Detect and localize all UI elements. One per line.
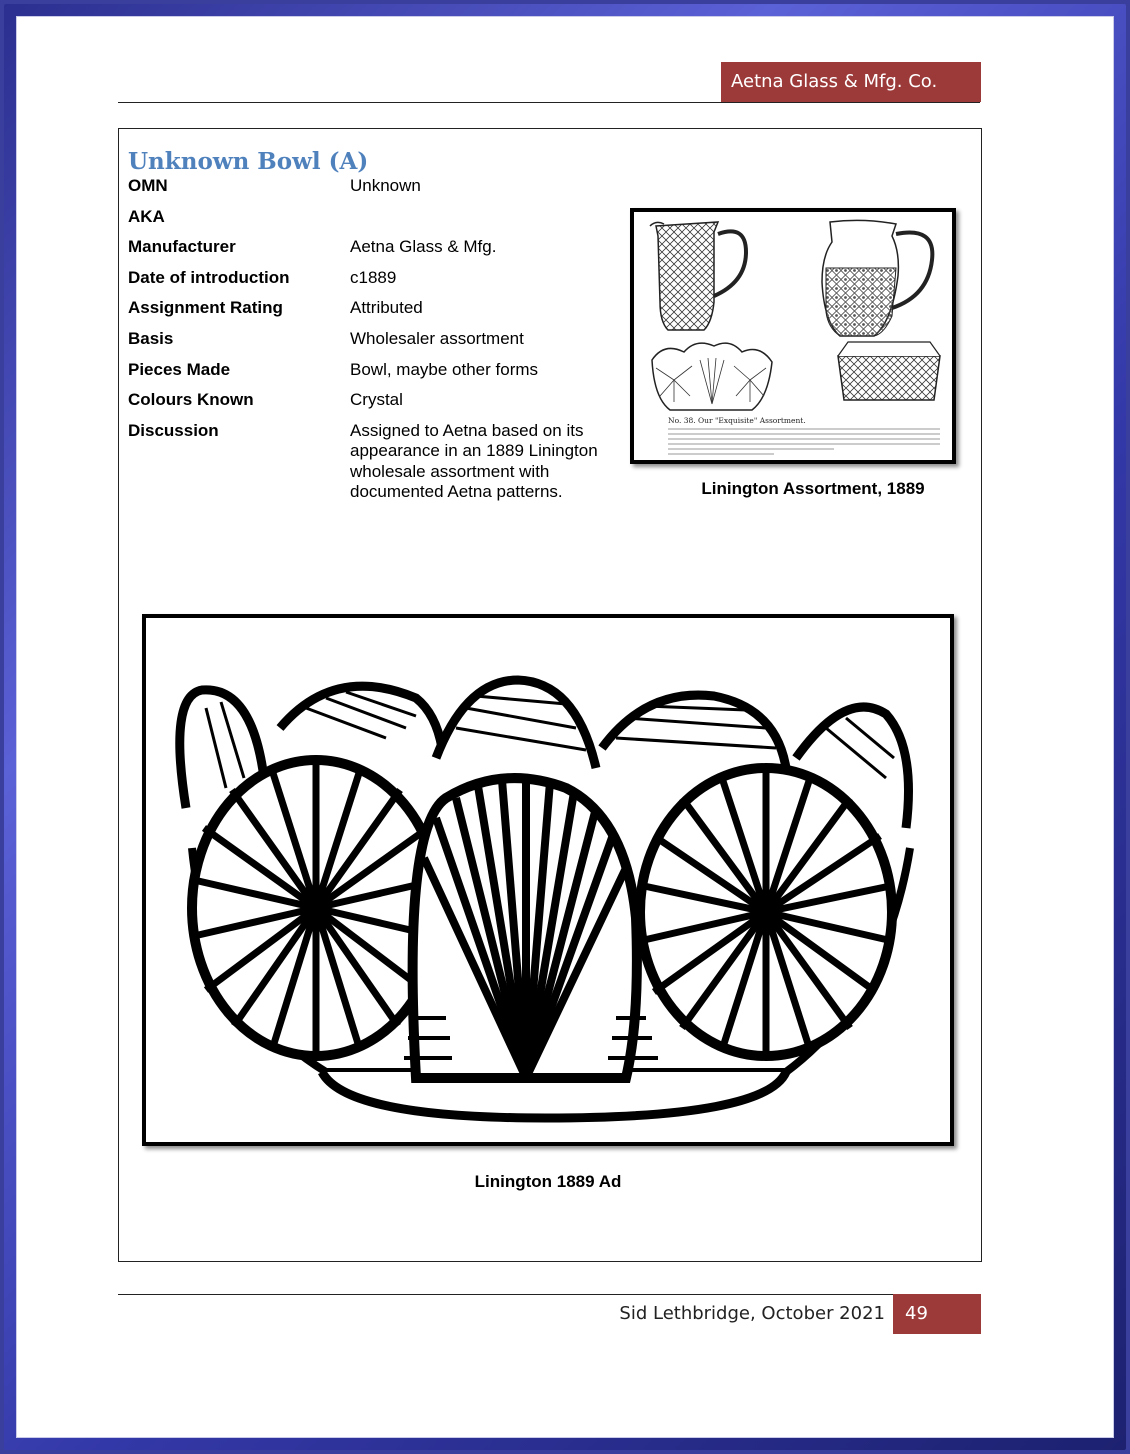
- field-row-date: [128, 268, 608, 299]
- assortment-caption: Linington Assortment, 1889: [701, 479, 925, 498]
- field-value: Attributed: [350, 298, 423, 318]
- header-rule: [118, 102, 980, 103]
- fan-wheel-left: [192, 760, 440, 1056]
- footer-author-date: Sid Lethbridge, October 2021: [619, 1303, 885, 1324]
- page-title: Unknown Bowl (A): [128, 148, 369, 175]
- header-company-tab: Aetna Glass & Mfg. Co.: [721, 62, 981, 102]
- field-value: Assigned to Aetna based on its appearance in an 1889 Linington wholesale assortment with documented Aetna patterns.: [350, 420, 598, 502]
- field-value: Crystal: [350, 390, 403, 410]
- field-row-omn: [128, 176, 608, 207]
- fan-wheel-right: [640, 768, 892, 1056]
- field-label: Pieces Made: [128, 359, 231, 379]
- field-label: Manufacturer: [128, 237, 236, 257]
- scallop-back-center: [436, 680, 596, 768]
- field-row-manufacturer: [128, 237, 608, 268]
- assortment-ad-text: No. 38. Our "Exquisite" Assortment.: [668, 416, 806, 425]
- field-label: Discussion: [128, 420, 219, 440]
- assortment-illustration: [634, 212, 952, 460]
- field-value: c1889: [350, 267, 397, 287]
- field-value: Bowl, maybe other forms: [350, 359, 539, 379]
- square-dish: [838, 342, 940, 400]
- scallop-back-2: [280, 686, 442, 748]
- scallop-back-4: [602, 695, 786, 768]
- bowl-ad-image: [142, 614, 954, 1146]
- center-shell: [413, 778, 637, 1078]
- field-row-aka: [128, 207, 608, 238]
- field-label: AKA: [128, 206, 165, 226]
- assortment-ad-image: [630, 208, 956, 464]
- page-number: 49: [893, 1294, 981, 1334]
- bowl-ad-caption: Linington 1889 Ad: [474, 1172, 622, 1191]
- field-label: Date of introduction: [128, 267, 290, 287]
- field-row-pieces: [128, 360, 608, 391]
- field-value: Wholesaler assortment: [350, 328, 524, 348]
- field-value: Aetna Glass & Mfg.: [350, 237, 497, 257]
- info-table: [128, 176, 608, 502]
- bowl-small: [652, 343, 772, 410]
- field-row-discussion: [128, 420, 608, 502]
- field-row-basis: [128, 329, 608, 360]
- pitcher-left: [650, 222, 746, 330]
- field-label: Colours Known: [128, 390, 254, 410]
- field-label: Assignment Rating: [128, 298, 283, 318]
- field-label: Basis: [128, 328, 174, 348]
- field-row-rating: [128, 298, 608, 329]
- field-value: Unknown: [350, 176, 421, 195]
- field-row-colours: [128, 390, 608, 421]
- field-label: OMN: [128, 176, 168, 195]
- pitcher-right: [822, 220, 932, 336]
- bowl-illustration: [146, 618, 950, 1142]
- assortment-ad-fine-print: [668, 429, 940, 454]
